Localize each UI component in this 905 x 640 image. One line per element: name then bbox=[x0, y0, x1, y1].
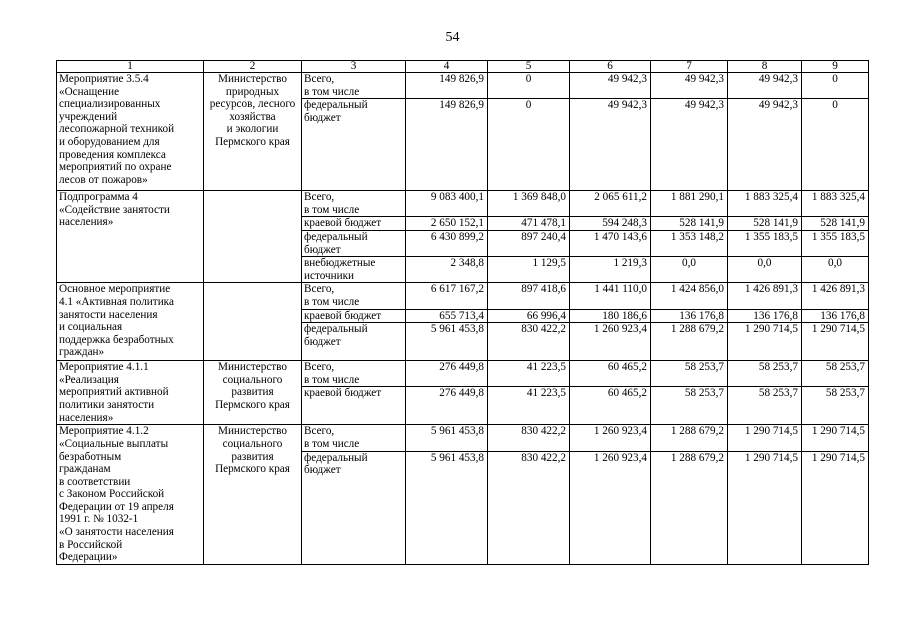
amount-cell: 49 942,3 bbox=[728, 73, 802, 99]
activity-name: Подпрограмма 4 «Содействие занятости населения» bbox=[57, 191, 204, 283]
amount-cell: 0 bbox=[488, 73, 570, 99]
amount-cell: 655 713,4 bbox=[406, 309, 488, 323]
executor: Министерство социального развития Пермского края bbox=[204, 361, 302, 425]
executor: Министерство социального развития Пермского края bbox=[204, 425, 302, 565]
funding-source: федеральный бюджет bbox=[302, 323, 406, 361]
table-row bbox=[57, 191, 869, 217]
amount-cell: 49 942,3 bbox=[651, 73, 728, 99]
amount-cell: 1 219,3 bbox=[570, 257, 651, 283]
amount-cell: 471 478,1 bbox=[488, 217, 570, 231]
funding-source: краевой бюджет bbox=[302, 387, 406, 425]
column-header: 2 bbox=[204, 61, 302, 73]
amount-cell: 0,0 bbox=[802, 257, 869, 283]
column-header: 5 bbox=[488, 61, 570, 73]
funding-source: Всего, в том числе bbox=[302, 361, 406, 387]
amount-cell: 1 288 679,2 bbox=[651, 425, 728, 451]
amount-cell: 1 260 923,4 bbox=[570, 451, 651, 564]
funding-source: Всего, в том числе bbox=[302, 73, 406, 99]
funding-source: федеральный бюджет bbox=[302, 99, 406, 191]
amount-cell: 58 253,7 bbox=[651, 387, 728, 425]
amount-cell: 136 176,8 bbox=[651, 309, 728, 323]
funding-source: краевой бюджет bbox=[302, 309, 406, 323]
amount-cell: 1 883 325,4 bbox=[728, 191, 802, 217]
amount-cell: 276 449,8 bbox=[406, 361, 488, 387]
amount-cell: 0,0 bbox=[728, 257, 802, 283]
funding-source: федеральный бюджет bbox=[302, 451, 406, 564]
page-number: 54 bbox=[445, 30, 460, 45]
activity-name: Мероприятие 3.5.4 «Оснащение специализированных учреждений лесопожарной техникой и оборудованием для проведения комплекса мероприятий по охране лесов от пожаров» bbox=[57, 73, 204, 191]
amount-cell: 1 290 714,5 bbox=[802, 323, 869, 361]
amount-cell: 5 961 453,8 bbox=[406, 323, 488, 361]
table-row bbox=[57, 361, 869, 387]
funding-source: Всего, в том числе bbox=[302, 425, 406, 451]
amount-cell: 1 290 714,5 bbox=[728, 323, 802, 361]
amount-cell: 1 290 714,5 bbox=[802, 451, 869, 564]
amount-cell: 1 424 856,0 bbox=[651, 283, 728, 309]
amount-cell: 830 422,2 bbox=[488, 425, 570, 451]
funding-source: Всего, в том числе bbox=[302, 283, 406, 309]
amount-cell: 0 bbox=[802, 99, 869, 191]
funding-source: внебюджетные источники bbox=[302, 257, 406, 283]
amount-cell: 1 426 891,3 bbox=[728, 283, 802, 309]
amount-cell: 1 881 290,1 bbox=[651, 191, 728, 217]
amount-cell: 1 290 714,5 bbox=[802, 425, 869, 451]
funding-source: Всего, в том числе bbox=[302, 191, 406, 217]
amount-cell: 58 253,7 bbox=[651, 361, 728, 387]
amount-cell: 1 441 110,0 bbox=[570, 283, 651, 309]
amount-cell: 2 348,8 bbox=[406, 257, 488, 283]
column-header: 8 bbox=[728, 61, 802, 73]
amount-cell: 897 418,6 bbox=[488, 283, 570, 309]
amount-cell: 1 290 714,5 bbox=[728, 451, 802, 564]
budget-table bbox=[56, 60, 869, 565]
funding-source: краевой бюджет bbox=[302, 217, 406, 231]
amount-cell: 276 449,8 bbox=[406, 387, 488, 425]
amount-cell: 49 942,3 bbox=[651, 99, 728, 191]
amount-cell: 180 186,6 bbox=[570, 309, 651, 323]
amount-cell: 830 422,2 bbox=[488, 323, 570, 361]
amount-cell: 1 470 143,6 bbox=[570, 230, 651, 256]
activity-name: Мероприятие 4.1.2 «Социальные выплаты безработным гражданам в соответствии с Законом Российской Федерации от 19 апреля 1991 г. № 1032-1 «О занятости населения в Российской Федерации» bbox=[57, 425, 204, 565]
amount-cell: 1 290 714,5 bbox=[728, 425, 802, 451]
amount-cell: 49 942,3 bbox=[570, 99, 651, 191]
amount-cell: 6 617 167,2 bbox=[406, 283, 488, 309]
activity-name: Основное мероприятие 4.1 «Активная политика занятости населения и социальная поддержка безработных граждан» bbox=[57, 283, 204, 361]
amount-cell: 1 355 183,5 bbox=[728, 230, 802, 256]
amount-cell: 1 426 891,3 bbox=[802, 283, 869, 309]
table-row bbox=[57, 283, 869, 309]
amount-cell: 58 253,7 bbox=[802, 361, 869, 387]
amount-cell: 1 260 923,4 bbox=[570, 425, 651, 451]
amount-cell: 58 253,7 bbox=[728, 387, 802, 425]
amount-cell: 0 bbox=[488, 99, 570, 191]
column-header: 1 bbox=[57, 61, 204, 73]
amount-cell: 49 942,3 bbox=[570, 73, 651, 99]
amount-cell: 1 288 679,2 bbox=[651, 323, 728, 361]
amount-cell: 528 141,9 bbox=[802, 217, 869, 231]
column-header: 7 bbox=[651, 61, 728, 73]
column-header: 6 bbox=[570, 61, 651, 73]
table-row bbox=[57, 73, 869, 99]
funding-source: федеральный бюджет bbox=[302, 230, 406, 256]
header-row bbox=[57, 61, 869, 73]
amount-cell: 136 176,8 bbox=[728, 309, 802, 323]
amount-cell: 9 083 400,1 bbox=[406, 191, 488, 217]
column-header: 4 bbox=[406, 61, 488, 73]
amount-cell: 60 465,2 bbox=[570, 387, 651, 425]
amount-cell: 5 961 453,8 bbox=[406, 451, 488, 564]
amount-cell: 1 288 679,2 bbox=[651, 451, 728, 564]
amount-cell: 1 353 148,2 bbox=[651, 230, 728, 256]
amount-cell: 594 248,3 bbox=[570, 217, 651, 231]
amount-cell: 136 176,8 bbox=[802, 309, 869, 323]
table-row bbox=[57, 425, 869, 451]
amount-cell: 49 942,3 bbox=[728, 99, 802, 191]
amount-cell: 0 bbox=[802, 73, 869, 99]
column-header: 9 bbox=[802, 61, 869, 73]
executor bbox=[204, 191, 302, 283]
amount-cell: 149 826,9 bbox=[406, 99, 488, 191]
amount-cell: 58 253,7 bbox=[802, 387, 869, 425]
amount-cell: 0,0 bbox=[651, 257, 728, 283]
activity-name: Мероприятие 4.1.1 «Реализация мероприятий активной политики занятости населения» bbox=[57, 361, 204, 425]
amount-cell: 1 129,5 bbox=[488, 257, 570, 283]
amount-cell: 1 355 183,5 bbox=[802, 230, 869, 256]
amount-cell: 41 223,5 bbox=[488, 361, 570, 387]
amount-cell: 1 369 848,0 bbox=[488, 191, 570, 217]
amount-cell: 41 223,5 bbox=[488, 387, 570, 425]
amount-cell: 6 430 899,2 bbox=[406, 230, 488, 256]
amount-cell: 1 260 923,4 bbox=[570, 323, 651, 361]
executor bbox=[204, 283, 302, 361]
amount-cell: 897 240,4 bbox=[488, 230, 570, 256]
amount-cell: 1 883 325,4 bbox=[802, 191, 869, 217]
column-header: 3 bbox=[302, 61, 406, 73]
amount-cell: 2 065 611,2 bbox=[570, 191, 651, 217]
executor: Министерство природных ресурсов, лесного хозяйства и экологии Пермского края bbox=[204, 73, 302, 191]
amount-cell: 58 253,7 bbox=[728, 361, 802, 387]
amount-cell: 2 650 152,1 bbox=[406, 217, 488, 231]
amount-cell: 528 141,9 bbox=[728, 217, 802, 231]
amount-cell: 60 465,2 bbox=[570, 361, 651, 387]
amount-cell: 66 996,4 bbox=[488, 309, 570, 323]
amount-cell: 149 826,9 bbox=[406, 73, 488, 99]
amount-cell: 528 141,9 bbox=[651, 217, 728, 231]
amount-cell: 830 422,2 bbox=[488, 451, 570, 564]
amount-cell: 5 961 453,8 bbox=[406, 425, 488, 451]
